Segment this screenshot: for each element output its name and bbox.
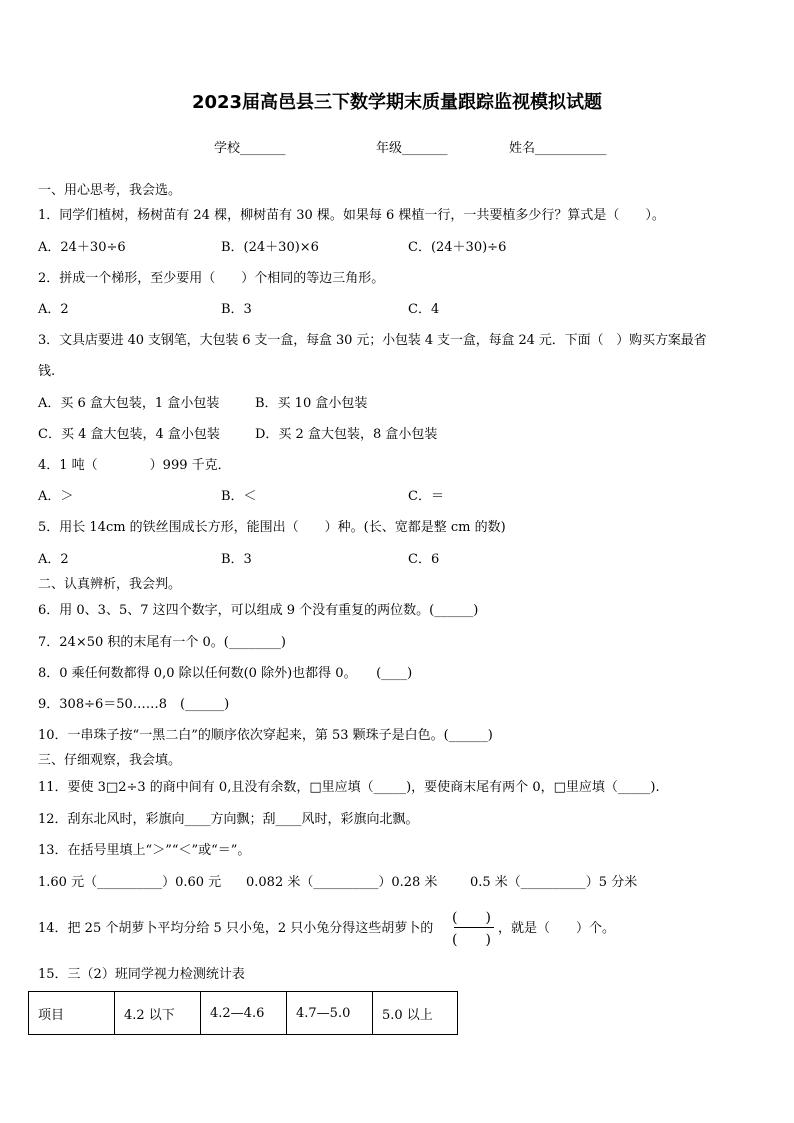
question-9: 9．308÷6＝50……8 (______) <box>38 697 230 712</box>
question-14-fraction <box>452 907 496 947</box>
question-13-item-1: 1.60 元（__________）0.60 元 <box>38 875 222 890</box>
section-heading-1: 一、用心思考，我会选。 <box>38 183 182 198</box>
question-3-option-b: B．买 10 盒小包装 <box>255 396 368 411</box>
question-1-option-a: A．24＋30÷6 <box>38 240 126 255</box>
question-1-stem: 1．同学们植树，杨树苗有 24 棵，柳树苗有 30 棵。如果每 6 棵植一行，一共要植多少行？算式是（ ）。 <box>38 208 665 223</box>
fraction-denominator: ( ) <box>452 932 491 948</box>
section-heading-3: 三、仔细观察，我会填。 <box>38 753 182 768</box>
question-3-option-a: A．买 6 盒大包装，1 盒小包装 <box>38 396 220 411</box>
question-2-option-a: A．2 <box>38 302 69 317</box>
question-4-option-b: B．＜ <box>221 489 257 504</box>
question-13-item-3: 0.5 米（__________）5 分米 <box>470 875 638 890</box>
school-field: 学校_______ <box>214 141 286 156</box>
question-1-option-c: C．(24＋30)÷6 <box>408 240 507 255</box>
question-3-option-d: D．买 2 盒大包装，8 盒小包装 <box>255 427 438 442</box>
table-cell: 4.7—5.0 <box>287 992 373 1035</box>
grade-field: 年级_______ <box>376 141 448 156</box>
vision-stats-table <box>28 991 458 1035</box>
question-14-stem-before: 14．把 25 个胡萝卜平均分给 5 只小兔，2 只小兔分得这些胡萝卜的 <box>38 921 434 936</box>
table-cell: 4.2 以下 <box>115 992 201 1035</box>
question-2-stem: 2．拼成一个梯形，至少要用（ ）个相同的等边三角形。 <box>38 271 385 286</box>
question-3-stem-line-1: 3．文具店要进 40 支钢笔，大包装 6 支一盒，每盒 30 元；小包装 4 支一盒，每盒 24 元．下面（ ）购买方案最省 <box>38 333 707 348</box>
question-14-stem-after: ，就是（ ）个。 <box>498 921 616 936</box>
question-5-stem: 5．用长 14cm 的铁丝围成长方形，能围出（ ）种。(长、宽都是整 cm 的数) <box>38 520 506 535</box>
question-8: 8．0 乘任何数都得 0,0 除以任何数(0 除外)也都得 0。 (____) <box>38 666 413 681</box>
question-12: 12．刮东北风时，彩旗向____方向飘；刮____风时，彩旗向北飘。 <box>38 812 419 827</box>
fraction-bar <box>454 927 494 928</box>
question-10: 10．一串珠子按“一黑二白”的顺序依次穿起来，第 53 颗珠子是白色。(______) <box>38 728 493 743</box>
question-5-option-c: C．6 <box>408 552 440 567</box>
table-cell: 项目 <box>29 992 115 1035</box>
question-5-option-a: A．2 <box>38 552 69 567</box>
question-5-option-b: B．3 <box>221 552 252 567</box>
fraction-numerator: ( ) <box>452 910 491 926</box>
question-15-stem: 15．三（2）班同学视力检测统计表 <box>38 967 245 982</box>
question-11: 11．要使 3□2÷3 的商中间有 0,且没有余数，□里应填（_____)，要使商末尾有两个 0，□里应填（_____). <box>38 780 660 795</box>
question-3-stem-line-2: 钱. <box>38 364 56 379</box>
question-13-item-2: 0.082 米（__________）0.28 米 <box>246 875 438 890</box>
question-2-option-b: B．3 <box>221 302 252 317</box>
question-13-stem: 13．在括号里填上“＞”“＜”或“＝”。 <box>38 843 251 858</box>
table-header-row <box>29 992 458 1035</box>
question-2-option-c: C．4 <box>408 302 440 317</box>
section-heading-2: 二、认真辨析，我会判。 <box>38 577 182 592</box>
question-4-stem: 4．1 吨（ ）999 千克． <box>38 458 231 473</box>
question-4-option-a: A．＞ <box>38 489 74 504</box>
question-6: 6．用 0、3、5、7 这四个数字，可以组成 9 个没有重复的两位数。(______) <box>38 603 479 618</box>
question-1-option-b: B．(24＋30)×6 <box>221 240 319 255</box>
name-field: 姓名___________ <box>509 141 607 156</box>
question-3-option-c: C．买 4 盒大包装，4 盒小包装 <box>38 427 220 442</box>
table-cell: 5.0 以上 <box>373 992 458 1035</box>
page-title: 2023届高邑县三下数学期末质量跟踪监视模拟试题 <box>191 92 603 113</box>
question-7: 7．24×50 积的末尾有一个 0。(________) <box>38 635 286 650</box>
table-cell: 4.2—4.6 <box>201 992 287 1035</box>
question-4-option-c: C．＝ <box>408 489 444 504</box>
